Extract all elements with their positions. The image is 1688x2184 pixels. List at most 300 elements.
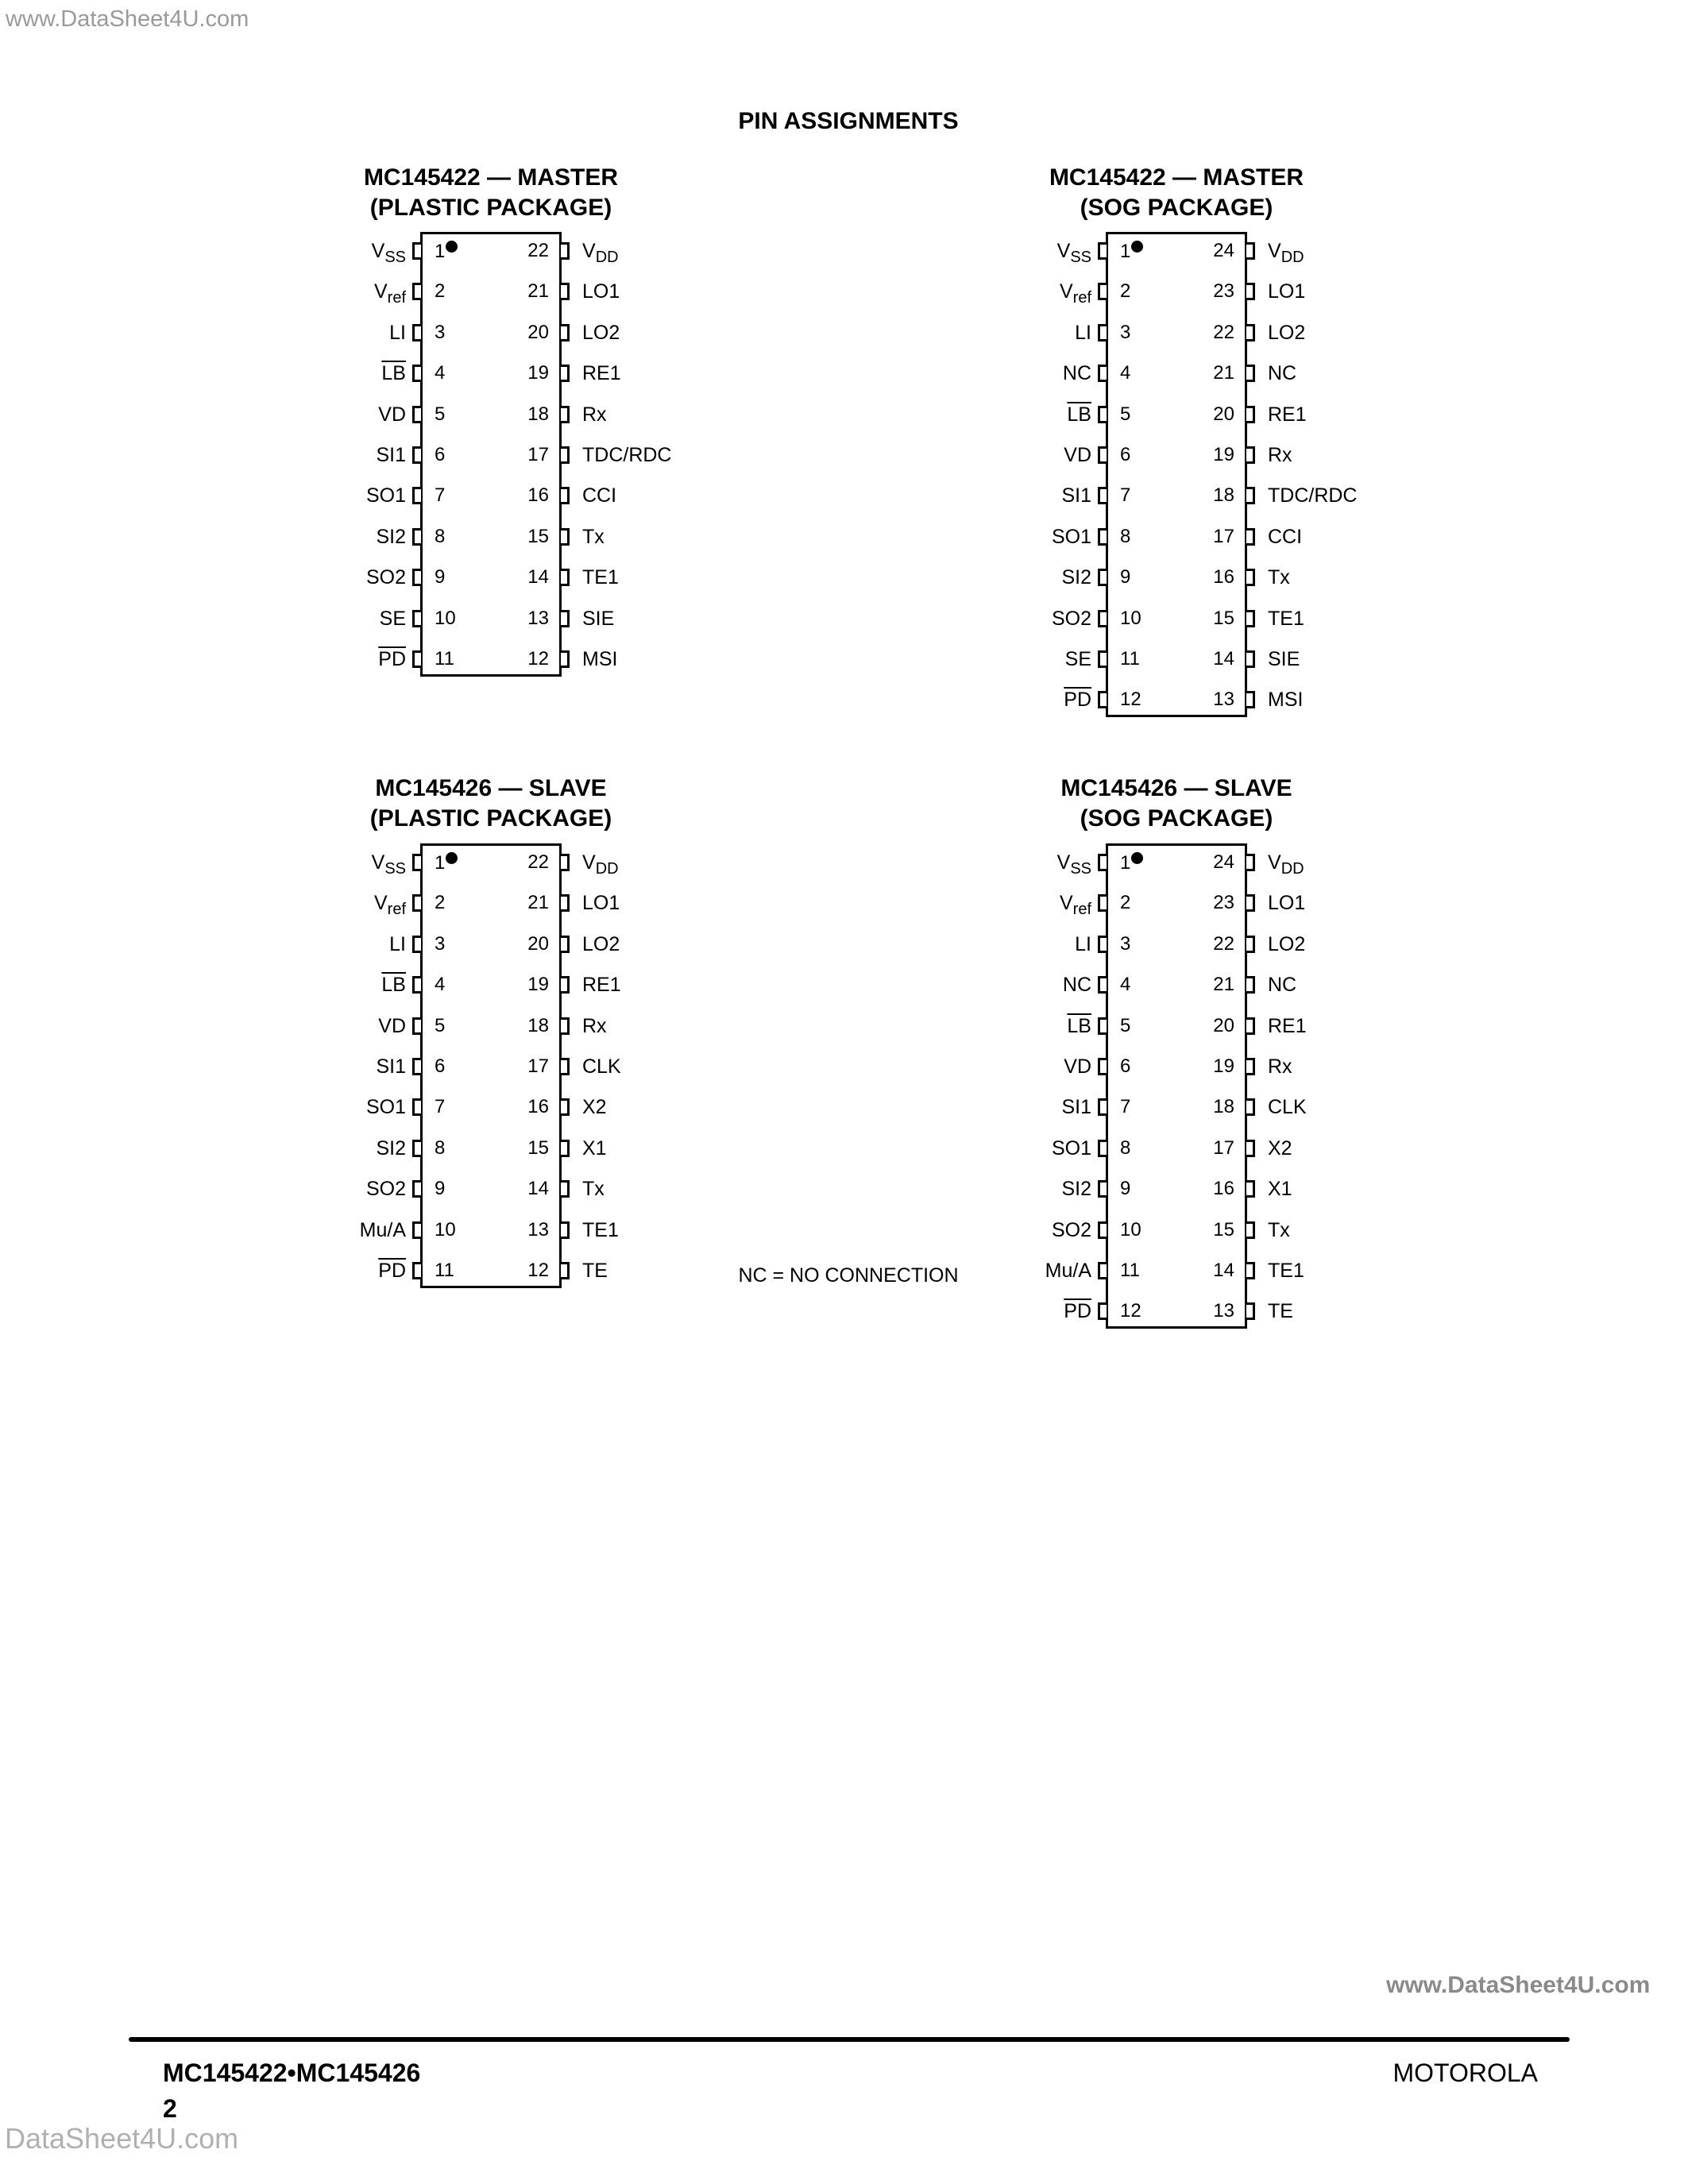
pin-name: $\overline{PD}$ — [1064, 1300, 1091, 1323]
pin-label — [582, 404, 607, 425]
pin-stub — [412, 446, 421, 464]
pin-label — [1268, 934, 1305, 955]
pin-label — [582, 608, 614, 629]
pin-name: SO2 — [1051, 1218, 1091, 1241]
pin-number: 24 — [1213, 851, 1234, 873]
pin-label — [1268, 1301, 1293, 1322]
pin-number-text: 10 — [1120, 607, 1141, 629]
pin-number: 22 — [527, 851, 549, 873]
package-subtitle: (SOG PACKAGE) — [1080, 805, 1273, 832]
pin-stub — [1246, 1140, 1255, 1157]
pin-number: 15 — [527, 525, 549, 547]
pin-stub — [1098, 324, 1107, 341]
pin-label — [1268, 851, 1304, 878]
pin-label — [1056, 851, 1091, 878]
pin-stub — [561, 610, 570, 627]
pin-number: 20 — [527, 932, 549, 955]
pin-name: VD — [1064, 1055, 1091, 1078]
pin-stub — [561, 242, 570, 260]
pin-number — [435, 241, 458, 262]
pin-label — [582, 485, 616, 506]
pin-stub — [561, 854, 570, 871]
pin-label — [1268, 1097, 1307, 1117]
pin-stub — [561, 1058, 570, 1075]
pin-stub — [1098, 691, 1107, 708]
pin-name-subscript: SS — [384, 249, 406, 266]
pin-name: TE1 — [1268, 1260, 1304, 1282]
pin-stub — [412, 610, 421, 627]
pin-name: V — [1056, 240, 1071, 262]
pin-name: LO1 — [1268, 892, 1306, 915]
pin-number — [435, 608, 456, 629]
pin-stub — [412, 283, 421, 300]
pin-label — [376, 445, 406, 465]
pin-number — [1120, 893, 1130, 913]
pin-name: SO1 — [1051, 1136, 1091, 1160]
pin-stub — [1098, 1098, 1107, 1116]
pin-stub — [561, 976, 570, 994]
pin-label — [366, 485, 406, 506]
pin-name-subscript: DD — [1280, 860, 1304, 878]
pin-stub — [561, 1262, 570, 1279]
pin-number — [1120, 281, 1130, 302]
pin-number: 16 — [527, 1096, 549, 1118]
pin-name: $\overline{PD}$ — [1064, 689, 1091, 712]
pin-stub — [561, 324, 570, 341]
pin-name-subscript: ref — [1072, 901, 1091, 919]
pin-name: RE1 — [582, 974, 621, 997]
pin-stub — [561, 650, 570, 668]
pin-stub — [561, 528, 570, 546]
pin-number: 17 — [527, 444, 549, 465]
pin-name: V — [1268, 851, 1281, 874]
pin-number: 14 — [527, 1178, 549, 1200]
pin-number: 17 — [1213, 1136, 1234, 1159]
pin-stub — [412, 569, 421, 586]
pin-stub — [1098, 406, 1107, 423]
watermark-right: www.DataSheet4U.com — [1386, 1972, 1651, 1998]
pin-label — [582, 851, 619, 878]
pin-stub — [412, 1180, 421, 1198]
pin-label — [376, 1138, 406, 1159]
pin-number — [1120, 404, 1130, 425]
pin-number-text: 3 — [435, 321, 446, 343]
pin-stub — [1098, 242, 1107, 260]
pin-name: CCI — [1268, 525, 1303, 548]
pin-number-text: 5 — [435, 1014, 446, 1036]
pin-name: V — [1059, 892, 1073, 915]
pin-number-text: 6 — [1120, 1055, 1131, 1077]
pin-name: SE — [379, 607, 406, 630]
pin-number: 14 — [1213, 1260, 1234, 1281]
pin-label — [1268, 1179, 1292, 1199]
watermark-top: www.DataSheet4U.com — [6, 6, 249, 32]
pin-stub — [1098, 487, 1107, 504]
pin-name: SO2 — [365, 566, 406, 589]
pin-number: 19 — [1213, 444, 1234, 465]
pin-number — [1120, 1138, 1130, 1159]
pin-label — [1059, 280, 1091, 307]
pin-number: 21 — [1213, 974, 1234, 996]
pin-label — [1052, 608, 1091, 629]
pin-number — [435, 567, 445, 588]
pin-number — [1120, 1220, 1141, 1241]
pin-number — [1120, 445, 1130, 465]
pin-number — [435, 363, 445, 384]
pin-name: LO2 — [1268, 321, 1306, 344]
pin-stub — [412, 854, 421, 871]
pin-number-text: 12 — [1120, 1300, 1141, 1322]
pin-stub — [1246, 283, 1255, 300]
pin-name: V — [1059, 280, 1073, 303]
footer-page-number: 2 — [163, 2094, 177, 2123]
pin-number — [1120, 1056, 1130, 1077]
footer-rule — [129, 2037, 1570, 2042]
pin-number: 21 — [527, 280, 549, 303]
pin-label — [1268, 608, 1304, 629]
pin-stub — [1098, 854, 1107, 871]
pin-number — [435, 852, 458, 874]
pin-number — [435, 893, 445, 913]
pin-name: LI — [389, 321, 406, 344]
pin-label — [1268, 322, 1305, 343]
pin-stub — [1246, 1180, 1255, 1198]
pin-name: SI1 — [1061, 1096, 1091, 1119]
pin-number: 14 — [1213, 648, 1234, 669]
pin1-indicator-dot — [1131, 852, 1143, 864]
pin-number: 13 — [527, 1218, 549, 1241]
pin-name: Tx — [582, 1178, 605, 1201]
pin-number — [1120, 689, 1141, 710]
pin-stub — [1098, 528, 1107, 546]
pin-stub — [1098, 1302, 1107, 1320]
pin-label — [582, 1097, 607, 1117]
pin-name: Rx — [582, 1014, 607, 1037]
package-subtitle: (PLASTIC PACKAGE) — [369, 195, 612, 221]
pin-label — [366, 567, 406, 588]
pin-stub — [1246, 242, 1255, 260]
package-title: MC145422 — MASTER — [1049, 164, 1304, 191]
pin-stub — [561, 446, 570, 464]
pin-name: LO1 — [1268, 280, 1306, 303]
pin-name: Mu/A — [1045, 1260, 1091, 1282]
pin-name: TE1 — [1268, 607, 1304, 630]
pin-number-text: 4 — [435, 974, 446, 996]
pin-label — [582, 1016, 607, 1036]
pin-number — [1120, 1260, 1140, 1281]
pin-label — [1268, 689, 1303, 710]
pin-stub — [561, 406, 570, 423]
pin-label — [371, 851, 406, 878]
pin-name: SO2 — [365, 1178, 406, 1201]
pin-label — [380, 608, 406, 629]
pin-stub — [1098, 1221, 1107, 1239]
pin-number-text: 1 — [1120, 241, 1131, 262]
pin-number-text: 4 — [435, 362, 446, 384]
pin-stub — [561, 1098, 570, 1116]
package-title: MC145422 — MASTER — [363, 164, 619, 191]
pin-number — [1120, 649, 1140, 669]
pin-number: 18 — [527, 403, 549, 425]
pin-stub — [1246, 528, 1255, 546]
pin-stub — [412, 1098, 421, 1116]
pin-stub — [1246, 691, 1255, 708]
package-title: MC145426 — SLAVE — [1060, 775, 1292, 801]
pin-name: VD — [378, 1014, 406, 1037]
pin-label — [1061, 1097, 1091, 1117]
package-subtitle: (SOG PACKAGE) — [1080, 195, 1273, 221]
pin-name: V — [373, 892, 388, 915]
pin-number — [435, 974, 445, 995]
pin-name: LO2 — [1268, 932, 1306, 955]
pin-number-text: 2 — [1120, 892, 1131, 914]
pin-number: 12 — [527, 648, 549, 669]
pin-name: Tx — [1268, 566, 1290, 589]
pin-number — [435, 281, 445, 302]
pin-stub — [1246, 1058, 1255, 1075]
pin-stub — [1246, 1221, 1255, 1239]
pin-stub — [561, 365, 570, 382]
pin-name-subscript: SS — [1070, 249, 1091, 266]
pin-stub — [1098, 976, 1107, 994]
pin-number: 14 — [527, 566, 549, 588]
ic-package-body — [1106, 232, 1247, 717]
pin-number-text: 8 — [435, 525, 446, 547]
pin-number: 22 — [527, 240, 549, 261]
pin-name-subscript: DD — [1280, 249, 1304, 266]
pin-label — [389, 322, 406, 343]
pin-stub — [412, 650, 421, 668]
pin-number: 21 — [1213, 362, 1234, 384]
pin-name: Mu/A — [359, 1218, 406, 1241]
pin-number-text: 3 — [1120, 321, 1131, 343]
pin-name: SIE — [1268, 648, 1300, 670]
pin-name: SI2 — [1061, 1178, 1091, 1201]
pin-stub — [1098, 894, 1107, 912]
pin-number-text: 6 — [435, 444, 446, 465]
pin-number — [435, 322, 445, 343]
pin-stub — [412, 1262, 421, 1279]
pin-number-text: 2 — [435, 280, 446, 303]
pin-number: 13 — [1213, 1300, 1234, 1322]
pin-name: V — [582, 851, 596, 874]
pin-name: X2 — [1268, 1136, 1292, 1160]
pin-name: LO1 — [582, 280, 620, 303]
pin-number-text: 3 — [1120, 932, 1131, 955]
pin-label — [582, 1179, 605, 1199]
pin-label — [1268, 363, 1296, 384]
pin-number-text: 9 — [435, 1178, 446, 1200]
pin-number — [1120, 1097, 1130, 1117]
pin-number-text: 1 — [435, 852, 446, 874]
pin-number: 22 — [1213, 932, 1234, 955]
pin-label — [1064, 445, 1091, 465]
pin-number-text: 3 — [435, 932, 446, 955]
pin-name: MSI — [1268, 689, 1304, 712]
pin-name: SIE — [582, 607, 615, 630]
pin-number — [1120, 974, 1130, 995]
pin-stub — [1246, 446, 1255, 464]
pin-number — [435, 649, 454, 669]
pin-label — [378, 404, 406, 425]
pin-label — [582, 1138, 607, 1159]
pin-number-text: 6 — [1120, 444, 1131, 465]
pin-name: V — [582, 240, 596, 262]
pin-number-text: 7 — [435, 484, 446, 507]
pin-name: NC — [1062, 362, 1091, 385]
pin-stub — [1246, 976, 1255, 994]
pin-stub — [1098, 1017, 1107, 1035]
pin-number — [435, 1179, 445, 1199]
pin-label — [1061, 485, 1091, 506]
footer-brand: MOTOROLA — [1393, 2059, 1538, 2087]
pin-number-text: 8 — [435, 1136, 446, 1159]
pin-label — [582, 527, 605, 547]
pin-stub — [561, 1017, 570, 1035]
pin-number: 18 — [527, 1014, 549, 1036]
pin-number: 18 — [1213, 1096, 1234, 1118]
pin-number — [435, 445, 445, 465]
pin-number — [1120, 485, 1130, 506]
pin-label — [582, 934, 620, 955]
pin-stub — [412, 1221, 421, 1239]
pin-number — [435, 485, 445, 506]
pin-name: $\overline{LB}$ — [381, 974, 406, 997]
pin-label — [378, 1260, 406, 1281]
pin-name: MSI — [582, 648, 618, 670]
pin-number-text: 11 — [1120, 1260, 1140, 1281]
pin-stub — [561, 936, 570, 953]
pin-name: CLK — [1268, 1096, 1307, 1119]
pin-name: NC — [1268, 362, 1297, 385]
pin-stub — [412, 976, 421, 994]
pin-number — [1120, 1301, 1141, 1322]
pin-stub — [1246, 610, 1255, 627]
pin-stub — [1098, 936, 1107, 953]
pin-number-text: 7 — [1120, 1096, 1131, 1118]
pin-label — [582, 974, 621, 995]
pin-stub — [1246, 365, 1255, 382]
pin-number-text: 4 — [1120, 974, 1131, 996]
pin-number-text: 9 — [1120, 1178, 1131, 1200]
pin-name-subscript: DD — [595, 249, 619, 266]
pin-name: X1 — [1268, 1178, 1292, 1201]
pin-name: SO1 — [365, 484, 406, 507]
pin-number: 19 — [527, 362, 549, 384]
pin-label — [582, 649, 617, 669]
pin-number: 16 — [1213, 1178, 1234, 1200]
pin-label — [1064, 689, 1091, 710]
pin-number-text: 9 — [435, 566, 446, 588]
pin-name: SI1 — [376, 1055, 406, 1078]
pin-name: V — [373, 280, 388, 303]
pin-number — [1120, 241, 1143, 262]
pin-stub — [412, 324, 421, 341]
pin-stub — [1098, 446, 1107, 464]
pin-number-text: 1 — [435, 241, 446, 262]
page-heading: PIN ASSIGNMENTS — [738, 108, 959, 134]
pin-stub — [1098, 365, 1107, 382]
pin-label — [1067, 1016, 1091, 1036]
pin-label — [1268, 485, 1358, 506]
pin-number — [435, 1056, 445, 1077]
pin-number: 19 — [527, 974, 549, 996]
pin-number-text: 10 — [435, 607, 456, 629]
pin-number-text: 5 — [1120, 403, 1131, 425]
pin-name: $\overline{PD}$ — [378, 648, 406, 670]
pin-label — [1268, 893, 1305, 913]
pin-name-subscript: ref — [387, 901, 406, 919]
pin-stub — [1098, 1058, 1107, 1075]
pin-number: 16 — [1213, 566, 1234, 588]
pin-label — [1075, 934, 1091, 955]
pin-number-text: 11 — [435, 1260, 454, 1281]
pin-number-text: 10 — [1120, 1218, 1141, 1241]
pin-stub — [561, 569, 570, 586]
pin-name: $\overline{LB}$ — [1067, 1014, 1091, 1037]
pin-label — [373, 892, 406, 919]
pin-label — [1268, 1220, 1290, 1241]
pin-label — [1061, 1179, 1091, 1199]
pin-stub — [412, 242, 421, 260]
pin-label — [582, 567, 619, 588]
pin-stub — [1246, 487, 1255, 504]
pin-name: RE1 — [582, 362, 621, 385]
pin-stub — [412, 1017, 421, 1035]
pin-label — [582, 1056, 621, 1077]
pin-label — [381, 363, 406, 384]
pin-name: CCI — [582, 484, 617, 507]
pin-name: V — [1056, 851, 1071, 874]
nc-note: NC = NO CONNECTION — [738, 1264, 959, 1287]
pin-label — [1045, 1260, 1091, 1281]
pin-name-subscript: ref — [387, 289, 406, 307]
pin-number: 24 — [1213, 240, 1234, 261]
pin-name: $\overline{LB}$ — [381, 362, 406, 385]
pin-label — [1059, 892, 1091, 919]
pin-stub — [1246, 894, 1255, 912]
pin-name: SI2 — [1061, 566, 1091, 589]
pin-number — [435, 404, 445, 425]
pin-stub — [1246, 936, 1255, 953]
pin-name: SI1 — [1061, 484, 1091, 507]
pin-label — [1063, 974, 1091, 995]
pin-name: $\overline{PD}$ — [378, 1260, 406, 1282]
pin-label — [1268, 445, 1292, 465]
pin-label — [582, 363, 621, 384]
pin-label — [1268, 1260, 1304, 1281]
pin-label — [381, 974, 406, 995]
pin-number-text: 7 — [1120, 484, 1131, 507]
watermark-bottom: DataSheet4U.com — [5, 2122, 239, 2155]
pin-number-text: 4 — [1120, 362, 1131, 384]
pin-name: SI2 — [376, 525, 406, 548]
package-subtitle: (PLASTIC PACKAGE) — [369, 805, 612, 832]
pin-name: V — [371, 851, 385, 874]
pin-name: RE1 — [1268, 1014, 1307, 1037]
pin-number — [1120, 363, 1130, 384]
pin-label — [582, 445, 672, 465]
pin-label — [1268, 281, 1305, 302]
pin-number: 13 — [1213, 689, 1234, 711]
ic-package-body — [1106, 843, 1247, 1329]
pin-label — [1061, 567, 1091, 588]
pin-number-text: 6 — [435, 1055, 446, 1077]
pin-label — [1268, 649, 1300, 669]
pin-label — [1075, 322, 1091, 343]
pin-number — [1120, 1016, 1130, 1036]
pin-stub — [561, 894, 570, 912]
